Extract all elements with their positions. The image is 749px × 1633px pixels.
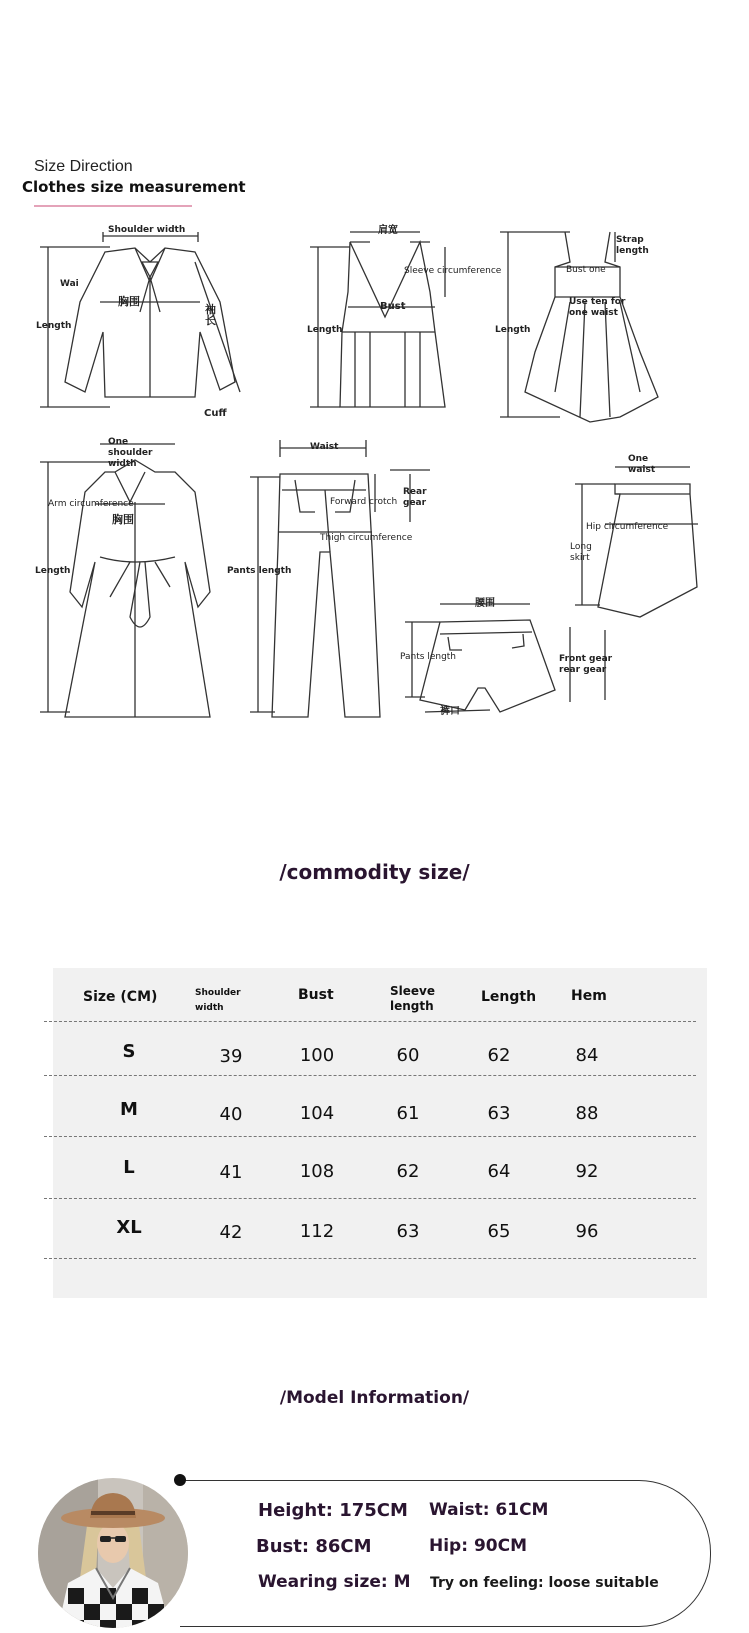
label-cuff: Cuff <box>204 408 227 419</box>
cell-hem: 96 <box>575 1221 599 1242</box>
model-information-title: /Model Information/ <box>279 1388 470 1408</box>
cell-shoulder: 40 <box>219 1104 243 1125</box>
header-length: Length <box>481 989 537 1005</box>
table-divider <box>44 1198 696 1199</box>
cell-shoulder: 41 <box>219 1162 243 1183</box>
label-arm-circumference: Arm circumference <box>48 499 134 509</box>
label-shirt-length: Length <box>36 321 72 331</box>
label-bust-one: Bust one <box>566 265 606 275</box>
label-front-rear-gear: Front gear rear gear <box>559 654 613 675</box>
cell-bust: 100 <box>299 1045 335 1066</box>
header-size: Size (CM) <box>83 989 158 1005</box>
size-direction-title: Size Direction <box>34 158 133 175</box>
table-divider <box>44 1021 696 1022</box>
label-hip-circumference: Hip circumference <box>586 522 669 532</box>
model-waist: Waist: 61CM <box>429 1500 549 1520</box>
label-coat-chest-cn: 胸围 <box>112 513 134 526</box>
cell-shoulder: 39 <box>219 1046 243 1067</box>
cell-hem: 84 <box>575 1045 599 1066</box>
label-sleeve-cn: 袖长 <box>205 303 216 327</box>
label-strap-length: Strap length <box>616 235 649 256</box>
header-bust: Bust <box>298 987 334 1003</box>
table-divider <box>44 1136 696 1137</box>
pants-sketch <box>250 440 430 717</box>
label-shorts-pants-length: Pants length <box>400 652 457 662</box>
cell-length: 63 <box>487 1103 511 1124</box>
label-thigh-circumference: Thigh circumference <box>320 533 413 543</box>
commodity-size-title: /commodity size/ <box>279 860 470 884</box>
table-row <box>53 1083 707 1141</box>
measurement-diagram <box>30 222 720 762</box>
title-underline <box>34 205 192 207</box>
cell-length: 62 <box>487 1045 511 1066</box>
cell-size: L <box>123 1157 135 1178</box>
model-wearing-size: Wearing size: M <box>258 1572 411 1592</box>
size-table <box>53 968 707 1298</box>
label-rear-gear: Rear gear <box>403 487 427 508</box>
table-row <box>53 1201 707 1259</box>
table-divider <box>44 1258 696 1259</box>
cell-bust: 108 <box>299 1161 335 1182</box>
label-dress-length: Length <box>495 325 531 335</box>
cell-sleeve: 63 <box>396 1221 420 1242</box>
cell-length: 65 <box>487 1221 511 1242</box>
label-one-shoulder-width: One shoulder width <box>108 437 153 469</box>
cell-sleeve: 62 <box>396 1161 420 1182</box>
header-shoulder-width: Shoulder width <box>195 988 241 1013</box>
cell-shoulder: 42 <box>219 1222 243 1243</box>
model-try-on-feeling: Try on feeling: loose suitable <box>430 1575 659 1591</box>
label-use-ten-for-one-waist: Use ten for one waist <box>569 297 626 318</box>
header-hem: Hem <box>571 988 607 1004</box>
label-hem-cn: 裤口 <box>440 706 460 717</box>
label-waist: Waist <box>310 442 339 452</box>
label-forward-crotch: Forward crotch <box>330 497 398 507</box>
model-height: Height: 175CM <box>258 1500 408 1521</box>
cell-size: M <box>120 1099 138 1120</box>
cell-bust: 104 <box>299 1103 335 1124</box>
label-bust: Bust <box>380 301 406 312</box>
label-sleeve-circumference: Sleeve circumference <box>404 266 502 276</box>
label-wai: Wai <box>60 279 79 289</box>
label-shoulder-cn: 肩宽 <box>378 225 398 236</box>
model-bust: Bust: 86CM <box>256 1536 372 1557</box>
model-hip: Hip: 90CM <box>429 1536 527 1556</box>
cell-length: 64 <box>487 1161 511 1182</box>
label-chest-cn: 胸围 <box>118 295 140 308</box>
card-bullet-dot <box>174 1474 186 1486</box>
cell-hem: 88 <box>575 1103 599 1124</box>
label-tank-length: Length <box>307 325 343 335</box>
label-one-waist: One waist <box>628 454 656 475</box>
cell-bust: 112 <box>299 1221 335 1242</box>
tank-top-sketch <box>310 232 445 407</box>
cell-size: XL <box>116 1217 142 1238</box>
cell-hem: 92 <box>575 1161 599 1182</box>
coat-sketch <box>40 444 210 717</box>
header-sleeve-length: Sleeve length <box>390 984 435 1013</box>
label-long-skirt: Long skirt <box>570 542 592 563</box>
table-divider <box>44 1075 696 1076</box>
label-waist-cn: 腰围 <box>475 598 495 609</box>
clothes-size-measurement-subtitle: Clothes size measurement <box>22 178 246 196</box>
model-photo <box>38 1478 188 1628</box>
cell-sleeve: 60 <box>396 1045 420 1066</box>
table-row <box>53 1141 707 1199</box>
label-shoulder-width: Shoulder width <box>108 225 186 235</box>
cell-sleeve: 61 <box>396 1103 420 1124</box>
label-pants-length: Pants length <box>227 566 292 576</box>
label-coat-length: Length <box>35 566 71 576</box>
cell-size: S <box>122 1041 136 1062</box>
model-photo-illustration <box>38 1478 188 1628</box>
